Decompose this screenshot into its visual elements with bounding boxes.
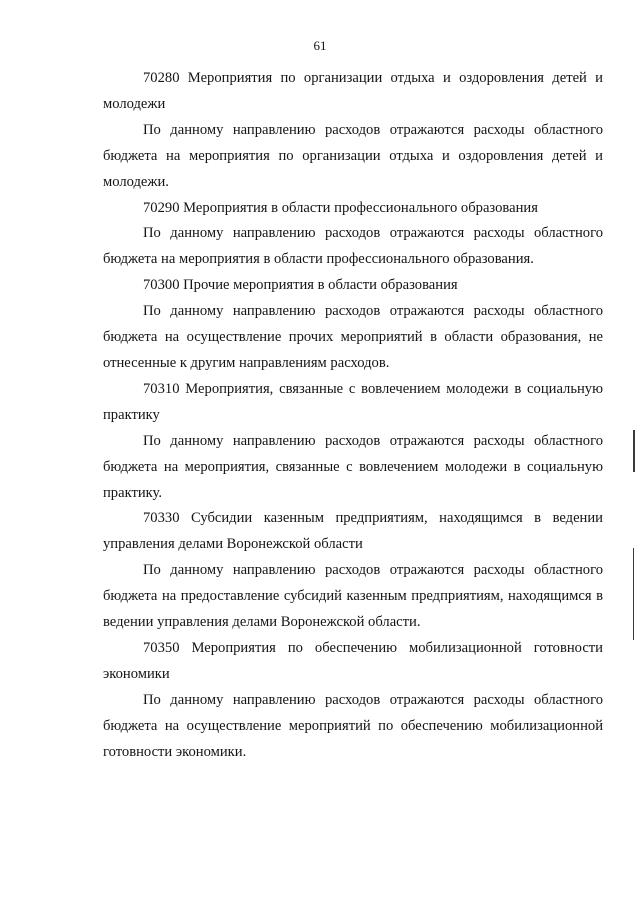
scan-edge-mark <box>633 430 635 472</box>
section-heading-70310: 70310 Мероприятия, связанные с вовлечением молодежи в социальную практику <box>103 380 603 423</box>
section-heading-70290: 70290 Мероприятия в области профессионального образования <box>143 199 538 216</box>
section-heading-70330: 70330 Субсидии казенным предприятиям, находящимся в ведении управления делами Воронежской области <box>103 510 603 553</box>
section-body-70310: По данному направлению расходов отражаются расходы областного бюджета на мероприятия, связанные с вовлечением молодежи в социальную практику. <box>103 432 603 501</box>
section-body-70300: По данному направлению расходов отражаются расходы областного бюджета на осуществление прочих мероприятий в области образования, не отнесенные к другим направлениям расходов. <box>103 303 603 371</box>
page-number: 61 <box>313 38 327 53</box>
section-heading-70300: 70300 Прочие мероприятия в области образования <box>143 277 458 294</box>
section-body-70330: По данному направлению расходов отражаются расходы областного бюджета на предоставление субсидий казенным предприятиям, находящимся в ведении управления делами Воронежской области. <box>103 562 603 631</box>
section-body-70280: По данному направлению расходов отражаются расходы областного бюджета на мероприятия по организации отдыха и оздоровления детей и молодежи. <box>103 121 603 190</box>
section-body-70350: По данному направлению расходов отражаются расходы областного бюджета на осуществление мероприятий по обеспечению мобилизационной готовности экономики. <box>103 691 603 760</box>
section-body-70290: По данному направлению расходов отражаются расходы областного бюджета на мероприятия в области профессионального образования. <box>103 225 603 268</box>
document-body <box>103 66 603 765</box>
section-heading-70350: 70350 Мероприятия по обеспечению мобилизационной готовности экономики <box>103 639 603 682</box>
scan-edge-mark <box>633 548 634 640</box>
section-heading-70280: 70280 Мероприятия по организации отдыха и оздоровления детей и молодежи <box>103 70 603 112</box>
